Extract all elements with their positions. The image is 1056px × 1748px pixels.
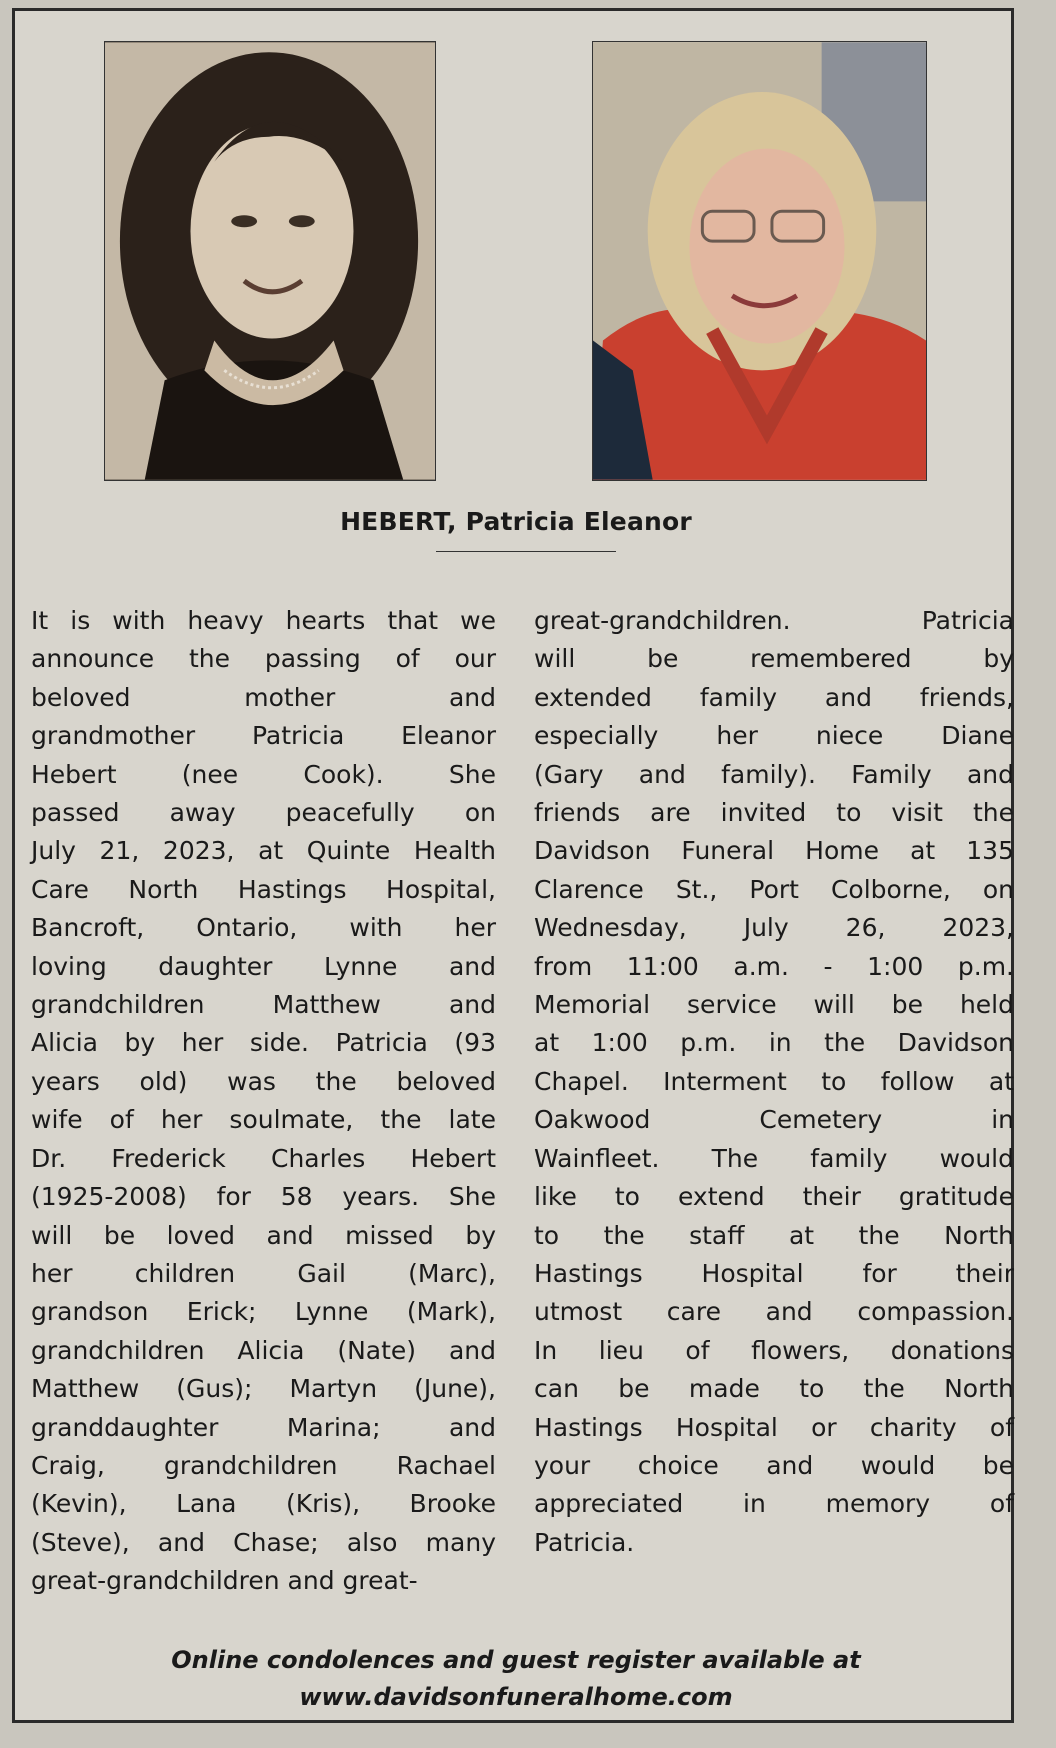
obituary-text-line: her children Gail (Marc), xyxy=(31,1258,496,1288)
obituary-text-line: Craig, grandchildren Rachael xyxy=(31,1450,496,1480)
deceased-name-title: HEBERT, Patricia Eleanor xyxy=(340,507,692,536)
obituary-text-line: Matthew (Gus); Martyn (June), xyxy=(31,1374,496,1404)
obituary-text-line: friends are invited to visit the xyxy=(534,798,1014,828)
obituary-text-line: grandmother Patricia Eleanor xyxy=(31,721,496,751)
portrait-recent-photo xyxy=(592,41,927,481)
obituary-text-line: like to extend their gratitude xyxy=(534,1182,1014,1212)
obituary-text-line: In lieu of flowers, donations xyxy=(534,1335,1014,1365)
obituary-text-line: to the staff at the North xyxy=(534,1220,1014,1250)
obituary-text-line: Alicia by her side. Patricia (93 xyxy=(31,1028,496,1058)
obituary-text-line: Wainfleet. The family would xyxy=(534,1143,1014,1173)
obituary-text-line: (Kevin), Lana (Kris), Brooke xyxy=(31,1489,496,1519)
obituary-text-line: Davidson Funeral Home at 135 xyxy=(534,836,1014,866)
obituary-text-line: from 11:00 a.m. - 1:00 p.m. xyxy=(534,951,1014,981)
obituary-text-line: utmost care and compassion. xyxy=(534,1297,1014,1327)
obituary-text-line: passed away peacefully on xyxy=(31,798,496,828)
obituary-text-line: will be remembered by xyxy=(534,644,1014,674)
obituary-text-line: loving daughter Lynne and xyxy=(31,951,496,981)
obituary-text-line: July 21, 2023, at Quinte Health xyxy=(31,836,496,866)
obituary-text-line: can be made to the North xyxy=(534,1374,1014,1404)
obituary-text-line: your choice and would be xyxy=(534,1450,1014,1480)
obituary-text-line: Hastings Hospital or charity of xyxy=(534,1412,1014,1442)
obituary-frame xyxy=(12,8,1014,1723)
obituary-text-line: (Steve), and Chase; also many xyxy=(31,1527,496,1557)
obituary-text-line: announce the passing of our xyxy=(31,644,496,674)
condolences-note: Online condolences and guest register available at xyxy=(171,1646,861,1674)
obituary-left-column xyxy=(31,602,496,1601)
obituary-text-line: wife of her soulmate, the late xyxy=(31,1105,496,1135)
portrait-young-photo xyxy=(104,41,436,481)
obituary-text-line: Oakwood Cemetery in xyxy=(534,1105,1014,1135)
obituary-text-line: great-grandchildren. Patricia xyxy=(534,606,1014,635)
obituary-text-line: grandson Erick; Lynne (Mark), xyxy=(31,1297,496,1327)
obituary-text-line: (1925-2008) for 58 years. She xyxy=(31,1182,496,1212)
portrait-young-drawing xyxy=(105,42,435,480)
obituary-text-line: Bancroft, Ontario, with her xyxy=(31,913,496,943)
obituary-text-line: Clarence St., Port Colborne, on xyxy=(534,874,1014,904)
obituary-text-line: Care North Hastings Hospital, xyxy=(31,874,496,904)
obituary-text-line: Hebert (nee Cook). She xyxy=(31,759,496,789)
obituary-text-line: Chapel. Interment to follow at xyxy=(534,1066,1014,1096)
obituary-text-line: (Gary and family). Family and xyxy=(534,759,1014,789)
obituary-text-line: especially her niece Diane xyxy=(534,721,1014,751)
funeral-home-website-link[interactable]: www.davidsonfuneralhome.com xyxy=(299,1683,733,1711)
obituary-text-line: great-grandchildren and great- xyxy=(31,1566,418,1596)
obituary-text-line: extended family and friends, xyxy=(534,682,1014,712)
title-divider xyxy=(436,551,616,552)
portrait-recent-drawing xyxy=(593,42,926,480)
obituary-text-line: appreciated in memory of xyxy=(534,1489,1014,1519)
obituary-text-line: Hastings Hospital for their xyxy=(534,1258,1014,1288)
obituary-text-line: will be loved and missed by xyxy=(31,1220,496,1250)
obituary-right-column xyxy=(534,602,1014,1562)
obituary-text-line: beloved mother and xyxy=(31,682,496,712)
obituary-text-line: at 1:00 p.m. in the Davidson xyxy=(534,1028,1014,1058)
obituary-text-line: It is with heavy hearts that we xyxy=(31,606,496,635)
obituary-text-line: Patricia. xyxy=(534,1527,635,1557)
obituary-text-line: grandchildren Matthew and xyxy=(31,990,496,1020)
obituary-text-line: years old) was the beloved xyxy=(31,1066,496,1096)
obituary-text-line: grandchildren Alicia (Nate) and xyxy=(31,1335,496,1365)
obituary-text-line: Wednesday, July 26, 2023, xyxy=(534,913,1014,943)
obituary-text-line: Dr. Frederick Charles Hebert xyxy=(31,1143,496,1173)
obituary-text-line: Memorial service will be held xyxy=(534,990,1014,1020)
obituary-text-line: granddaughter Marina; and xyxy=(31,1412,496,1442)
